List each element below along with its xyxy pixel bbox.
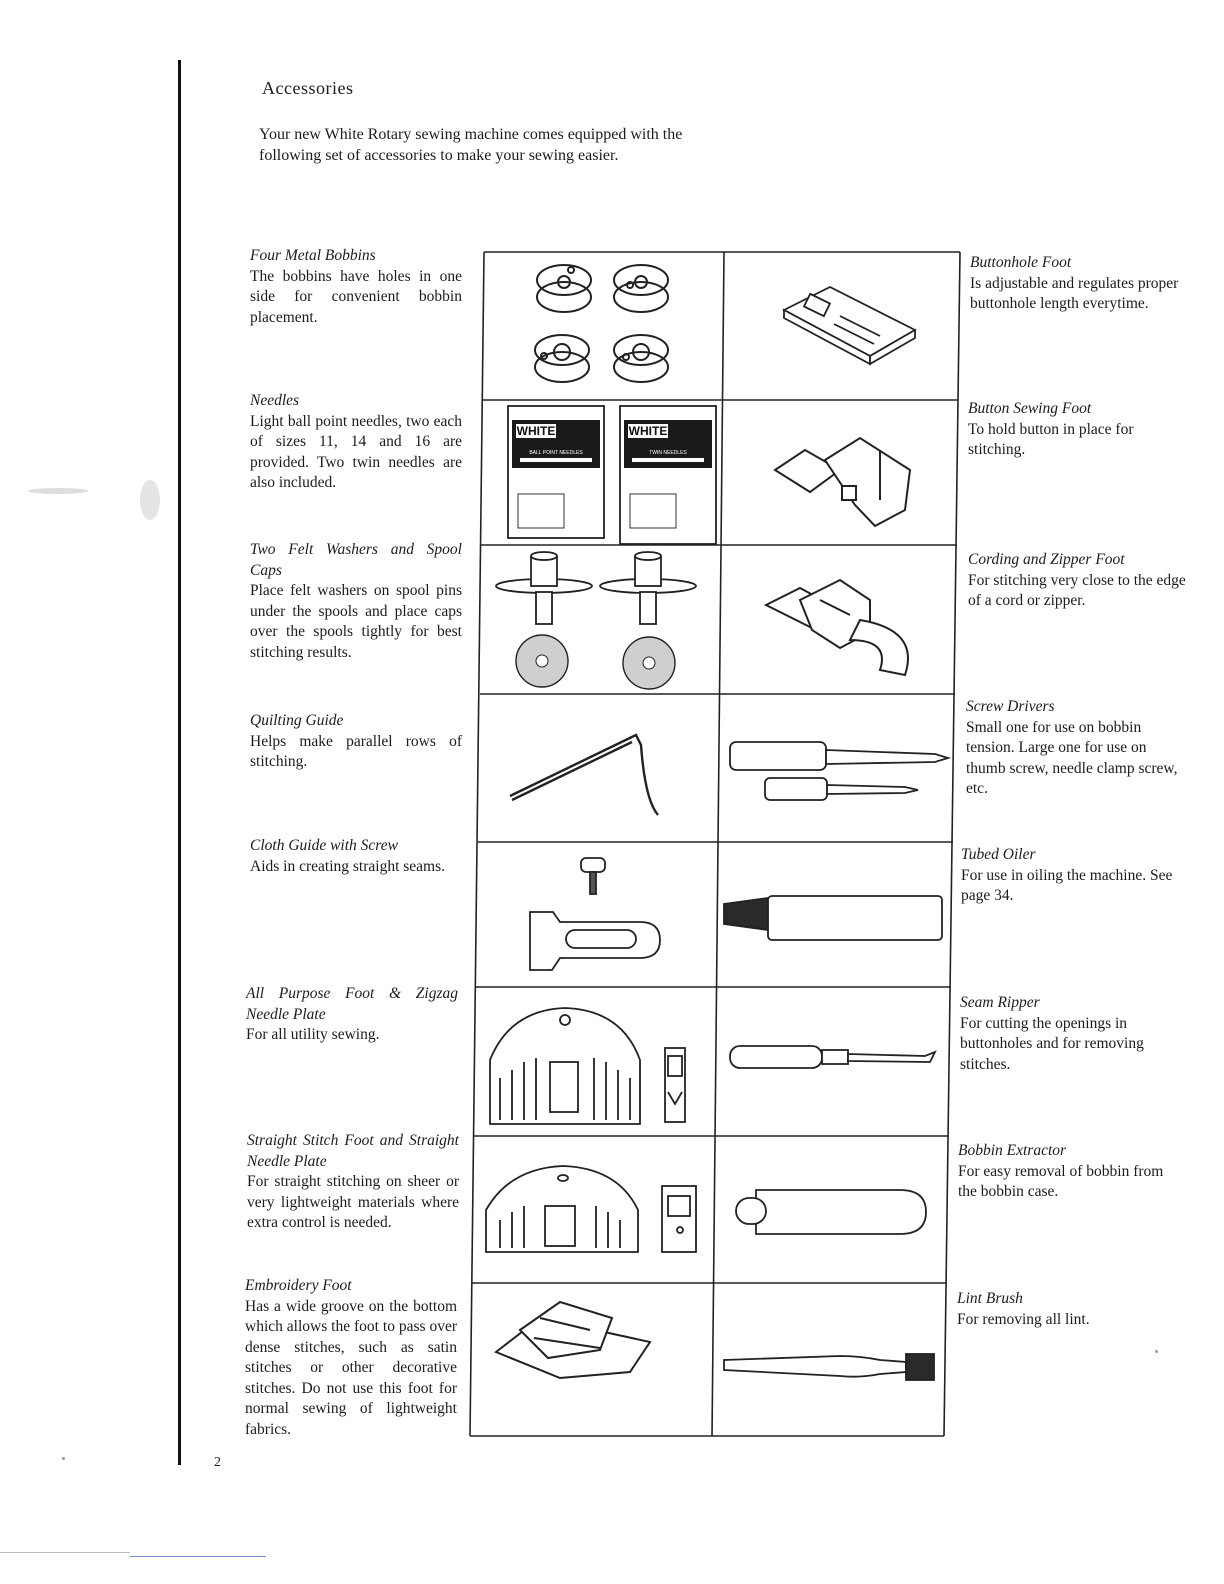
scan-speck [140,480,160,520]
item-title: Embroidery Foot [245,1277,352,1294]
tubed-oiler-icon [724,896,942,940]
item-title: Cording and Zipper Foot [968,551,1125,568]
page-title: Accessories [262,78,354,98]
item-title: Quilting Guide [250,712,344,729]
item-body: The bobbins have holes in one side for convenient bobbin placement. [250,267,462,326]
item-title: Buttonhole Foot [970,254,1072,271]
item-title: Button Sewing Foot [968,400,1092,417]
item-body: Helps make parallel rows of stitching. [250,732,462,770]
item-body: For use in oiling the machine. See page 34. [961,866,1173,904]
item-title: Screw Drivers [966,698,1055,715]
straight-needle-plate-icon [486,1166,638,1252]
button-sewing-foot-icon [775,438,910,526]
quilting-guide-icon [510,735,658,815]
scan-speck [62,1457,65,1460]
item-body: Place felt washers on spool pins under the spools and place caps over the spools tightly for best stitching results. [250,582,462,661]
needle-pack-label: BALL POINT NEEDLES [529,450,583,456]
scan-speck [28,488,88,494]
intro-paragraph: Your new White Rotary sewing machine comes equipped with the following set of accessories to make your sewing easier. [259,126,683,164]
screw-drivers-icon [730,742,948,800]
scan-speck [1155,1350,1158,1353]
item-title: Cloth Guide with Screw [250,837,398,854]
item-title: Four Metal Bobbins [250,247,376,264]
buttonhole-foot-icon [784,287,915,364]
item-body: For cutting the openings in buttonholes and for removing stitches. [960,1014,1144,1073]
item-body: For removing all lint. [957,1310,1090,1328]
bobbin-extractor-icon [736,1190,926,1234]
item-body: For straight stitching on sheer or very lightweight materials where extra control is needed. [247,1173,459,1231]
item-title: Bobbin Extractor [958,1142,1067,1159]
cloth-guide-icon [530,858,660,970]
all-purpose-foot-icon [665,1048,685,1122]
item-title: Lint Brush [957,1290,1023,1307]
scan-edge-line [0,1552,130,1553]
item-title: Straight Stitch Foot and Straight Needle Plate [247,1132,459,1170]
needle-pack-brand: WHITE [516,424,556,438]
item-body: For all utility sewing. [246,1026,380,1043]
item-body: Aids in creating straight seams. [250,857,445,875]
zigzag-needle-plate-icon [490,1008,640,1124]
spool-caps-icon [496,552,696,624]
bobbins-icon [535,265,668,382]
scan-edge-line-blue [130,1556,266,1557]
item-title: Tubed Oiler [961,846,1036,863]
item-body: Small one for use on bobbin tension. Large one for use on thumb screw, needle clamp screw, etc. [966,718,1178,797]
item-title: Needles [250,392,300,409]
item-body: To hold button in place for stitching. [968,420,1134,458]
item-title: Seam Ripper [960,994,1040,1011]
item-body: Is adjustable and regulates proper buttonhole length everytime. [970,274,1179,312]
embroidery-foot-icon [496,1302,650,1378]
lint-brush-icon [724,1354,934,1380]
cording-zipper-foot-icon [766,580,908,675]
page-number: 2 [214,1455,221,1470]
item-body: Has a wide groove on the bottom which allows the foot to pass over dense stitches, such as satin stitches or other decorative stitches. Do not use this foot for normal sewing of lightweight fabrics. [245,1297,457,1438]
needle-pack-label: TWIN NEEDLES [649,450,687,456]
felt-washers-icon [516,635,675,689]
needle-pack-brand: WHITE [628,424,668,438]
item-body: For easy removal of bobbin from the bobbin case. [958,1162,1164,1200]
item-title: Two Felt Washers and Spool Caps [250,541,462,579]
item-body: Light ball point needles, two each of sizes 11, 14 and 16 are provided. Two twin needles are also included. [250,412,462,491]
straight-stitch-foot-icon [662,1186,696,1252]
seam-ripper-icon [730,1046,935,1068]
item-body: For stitching very close to the edge of a cord or zipper. [968,571,1186,609]
item-title: All Purpose Foot & Zigzag Needle Plate [246,985,458,1023]
needle-packs-icon [508,406,716,544]
